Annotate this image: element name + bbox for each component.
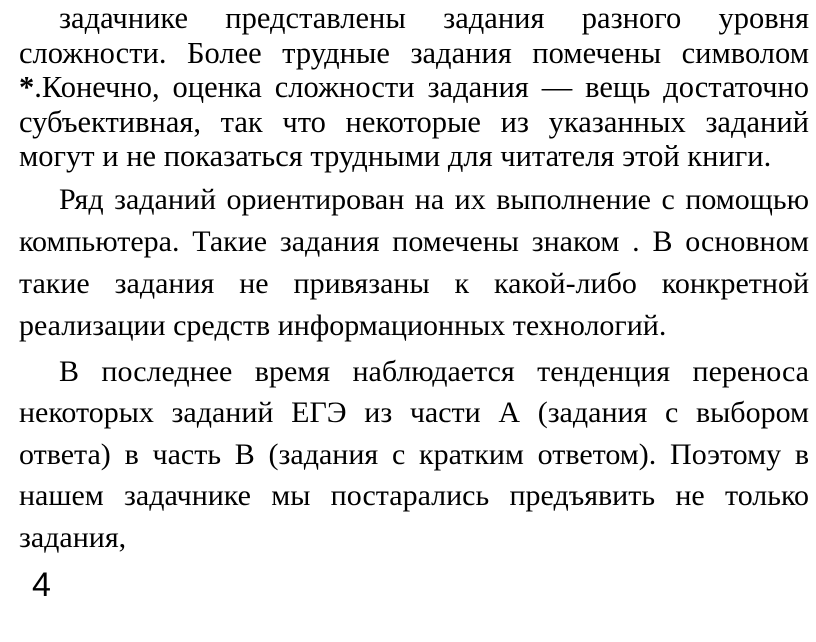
paragraph-computer-tasks	[19, 179, 809, 347]
paragraph-computer-tasks-text: Ряд заданий ориентирован на их выполнение с помощью компьютера. Такие задания помечены знаком . В основном такие задания не привязаны к какой-либо конкретной реализации средств информационных технологий.	[19, 182, 809, 342]
document-page	[19, 0, 809, 558]
star-symbol: *	[19, 70, 35, 104]
page-number: 4	[32, 566, 51, 604]
paragraph-difficulty	[19, 0, 809, 174]
paragraph-difficulty-text: задачнике представлены задания разного уровня сложности. Более трудные задания помечены символом	[19, 1, 809, 70]
paragraph-exam-tasks	[19, 351, 809, 559]
paragraph-difficulty-continuation: .Конечно, оценка сложности задания — вещь достаточно субъективная, так что некоторые из указанных заданий могут и не показаться трудными для читателя этой книги.	[19, 70, 809, 173]
paragraph-exam-tasks-text: В последнее время наблюдается тенденция переноса некоторых заданий ЕГЭ из части А (задания с выбором ответа) в часть В (задания с кратким ответом). Поэтому в нашем задачнике мы постарались предъявить не только задания,	[19, 354, 809, 554]
